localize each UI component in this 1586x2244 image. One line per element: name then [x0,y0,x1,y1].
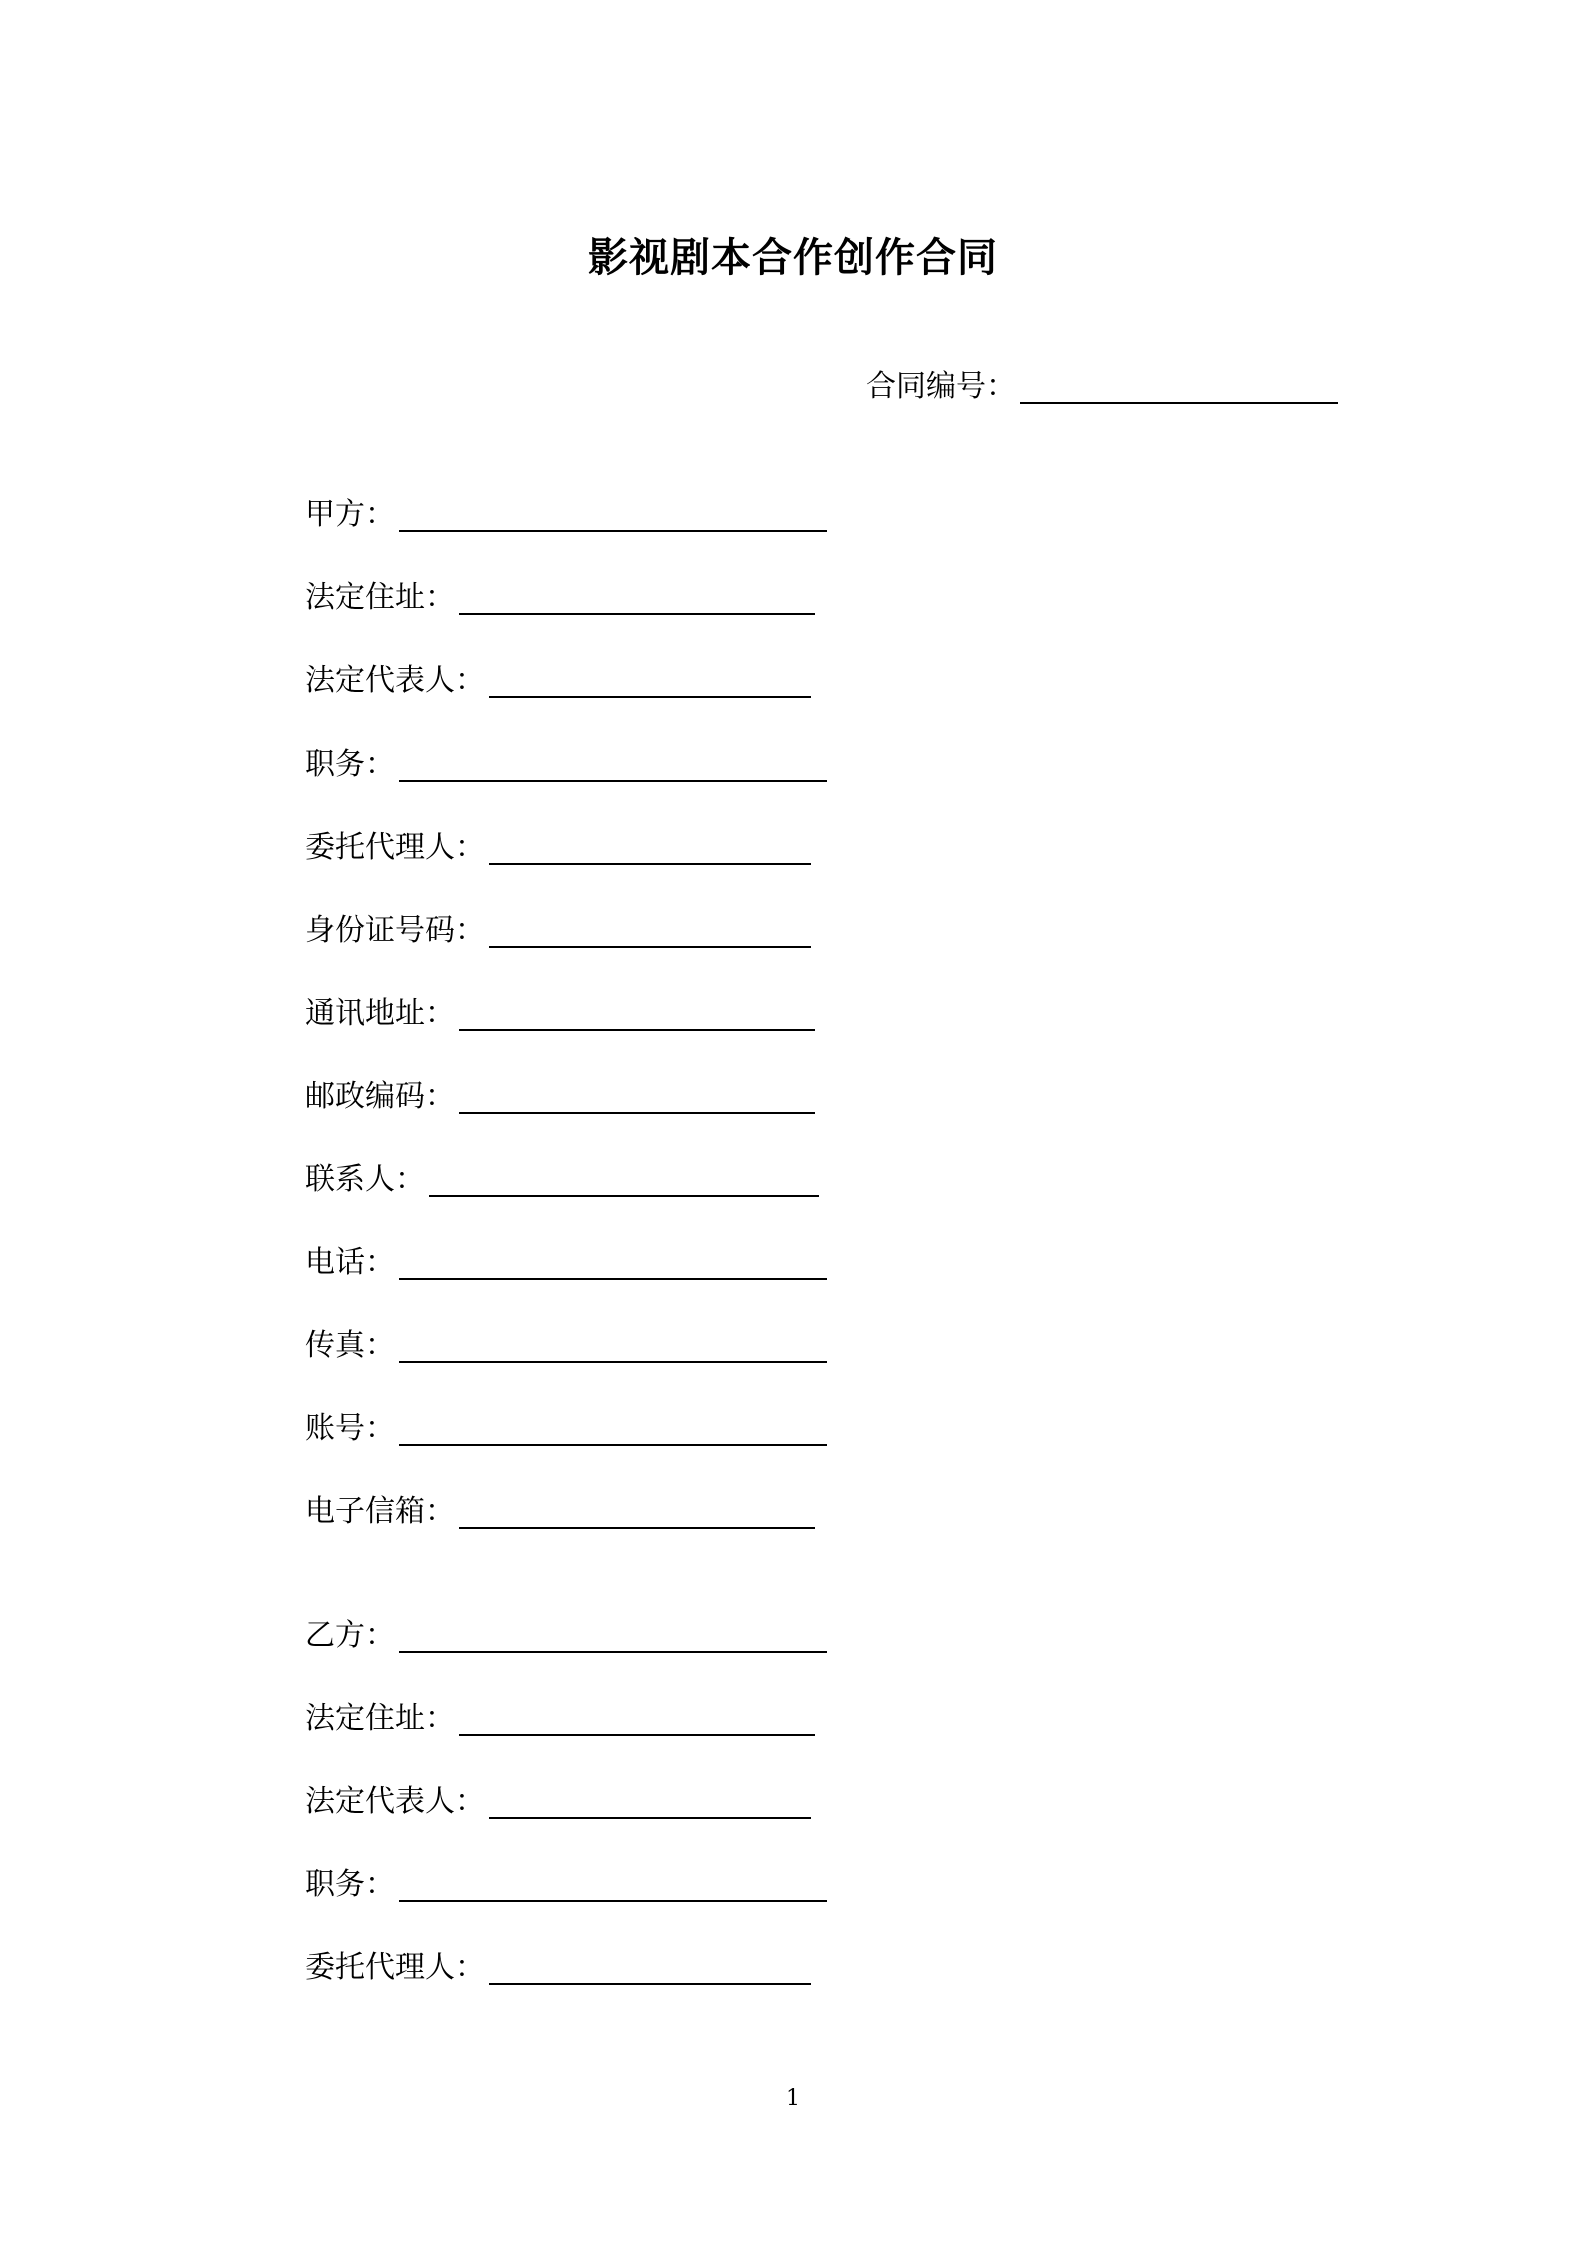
party-a-email-blank[interactable] [459,1493,815,1529]
party-a-postal-code-label: 邮政编码： [305,1079,455,1114]
party-b-legal-rep-blank[interactable] [489,1783,811,1819]
party-b-label: 乙方： [305,1618,395,1653]
party-b-agent-label: 委托代理人： [305,1950,485,1985]
party-a-phone-blank[interactable] [399,1244,827,1280]
party-b-legal-rep-label: 法定代表人： [305,1784,485,1819]
party-a-postal-code-row [305,1072,815,1122]
party-a-position-blank[interactable] [399,746,827,782]
party-a-mailing-address-label: 通讯地址： [305,996,455,1031]
party-b-position-label: 职务： [305,1867,395,1902]
document-title: 影视剧本合作创作合同 [588,235,998,281]
party-a-address-blank[interactable] [459,579,815,615]
party-a-row [305,490,827,540]
party-b-blank[interactable] [399,1617,827,1653]
contract-number-row [866,362,1338,412]
party-a-account-blank[interactable] [399,1410,827,1446]
party-b-legal-rep-row [305,1777,811,1827]
party-b-agent-blank[interactable] [489,1949,811,1985]
party-b-row [305,1611,827,1661]
party-a-phone-row [305,1238,827,1288]
party-b-position-blank[interactable] [399,1866,827,1902]
party-b-address-label: 法定住址： [305,1701,455,1736]
party-a-postal-code-blank[interactable] [459,1078,815,1114]
party-a-account-label: 账号： [305,1411,395,1446]
party-b-address-row [305,1694,815,1744]
party-a-position-row [305,740,827,790]
page-number: 1 [786,2086,800,2111]
party-a-legal-rep-row [305,656,811,706]
party-b-agent-row [305,1943,811,1993]
party-b-address-blank[interactable] [459,1700,815,1736]
party-a-contact-blank[interactable] [429,1161,819,1197]
contract-number-blank[interactable] [1020,368,1338,404]
party-a-position-label: 职务： [305,747,395,782]
party-a-fax-blank[interactable] [399,1327,827,1363]
party-a-phone-label: 电话： [305,1245,395,1280]
party-a-agent-label: 委托代理人： [305,830,485,865]
party-a-fax-label: 传真： [305,1328,395,1363]
party-a-agent-row [305,823,811,873]
party-a-contact-row [305,1155,819,1205]
contract-number-label: 合同编号： [866,369,1016,404]
party-a-agent-blank[interactable] [489,829,811,865]
party-b-position-row [305,1860,827,1910]
party-a-legal-rep-label: 法定代表人： [305,663,485,698]
party-a-id-label: 身份证号码： [305,913,485,948]
party-a-mailing-address-row [305,989,815,1039]
party-a-id-row [305,906,811,956]
party-a-legal-rep-blank[interactable] [489,662,811,698]
party-a-contact-label: 联系人： [305,1162,425,1197]
party-a-email-label: 电子信箱： [305,1494,455,1529]
party-a-label: 甲方： [305,497,395,532]
party-a-mailing-address-blank[interactable] [459,995,815,1031]
party-a-account-row [305,1404,827,1454]
party-a-address-label: 法定住址： [305,580,455,615]
party-a-fax-row [305,1321,827,1371]
party-a-email-row [305,1487,815,1537]
party-a-blank[interactable] [399,496,827,532]
party-a-id-blank[interactable] [489,912,811,948]
party-a-address-row [305,573,815,623]
